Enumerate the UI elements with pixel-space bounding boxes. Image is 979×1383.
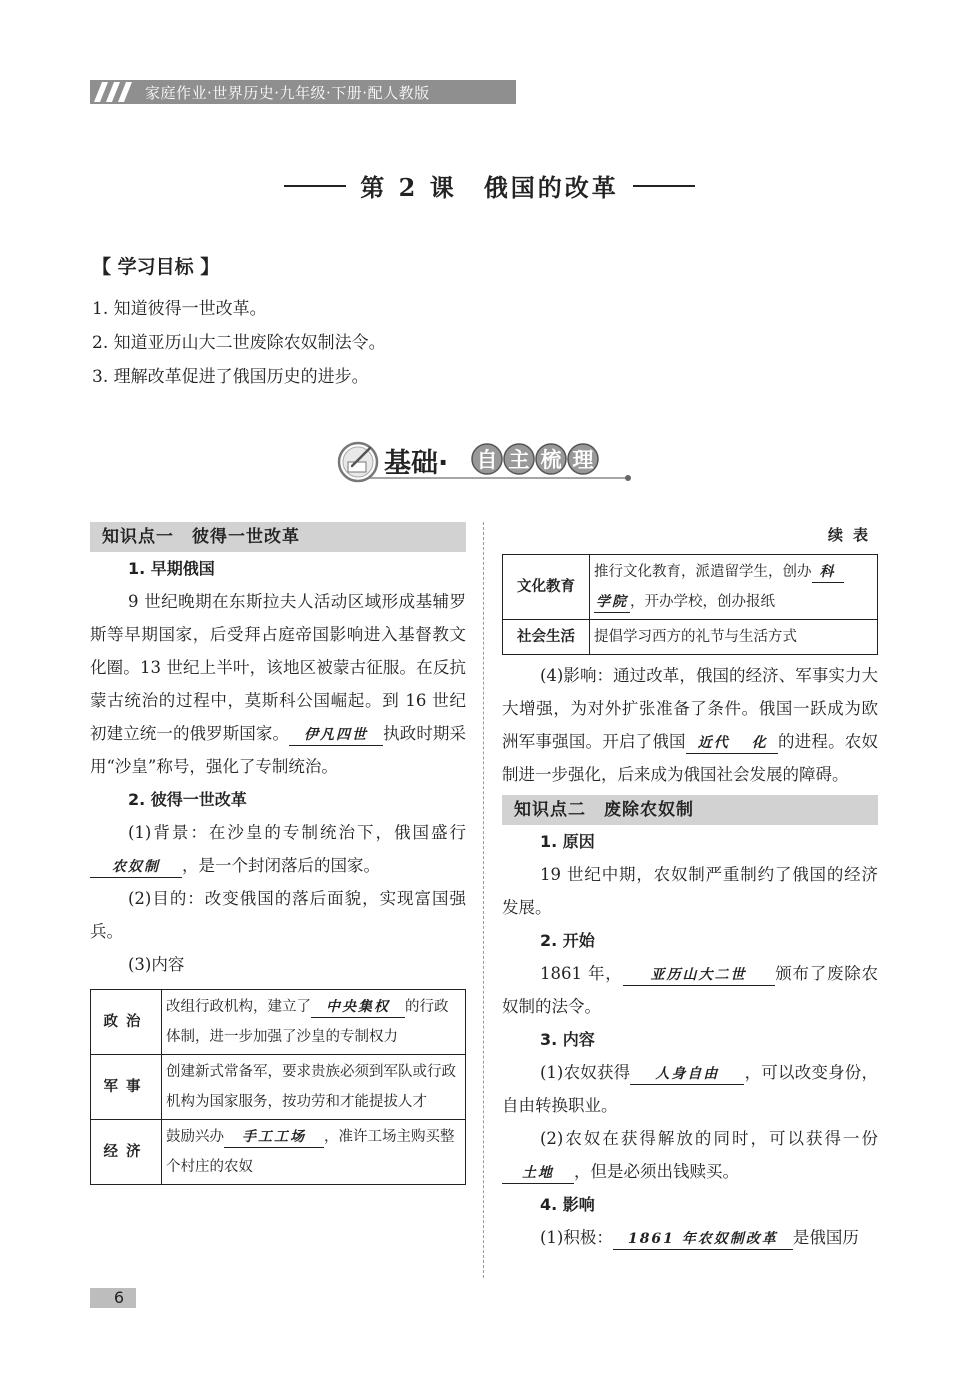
early-russia-paragraph bbox=[90, 585, 466, 783]
row-value: 提倡学习西方的礼节与生活方式 bbox=[590, 620, 878, 655]
reform-table-continued bbox=[502, 554, 878, 655]
answer-blank: 人身自由 bbox=[630, 1064, 744, 1085]
text: 改组行政机构，建立了 bbox=[166, 999, 311, 1015]
answer-blank: 科 bbox=[812, 562, 844, 583]
title-dash-right bbox=[633, 185, 695, 187]
table-row bbox=[91, 990, 466, 1055]
lesson-title bbox=[0, 168, 979, 203]
section-banner bbox=[336, 436, 636, 488]
subheading: 2. 开始 bbox=[540, 931, 595, 950]
goals-heading: 【 学习目标 】 bbox=[92, 256, 220, 278]
text: ，可以改变身份，自由转换职业。 bbox=[502, 1063, 879, 1115]
background-paragraph bbox=[90, 816, 466, 882]
answer-blank: 手工工场 bbox=[224, 1127, 324, 1148]
content-paragraph-1 bbox=[502, 1056, 878, 1122]
text: 执政时期采用“沙皇”称号，强化了专制统治。 bbox=[90, 724, 467, 776]
row-key: 社会生活 bbox=[503, 620, 590, 655]
right-column bbox=[502, 522, 878, 1254]
table-row bbox=[503, 620, 878, 655]
text: (2)农奴在获得解放的同时，可以获得一份 bbox=[540, 1129, 878, 1148]
banner-char: 梳 bbox=[540, 448, 562, 472]
row-key: 军事 bbox=[91, 1055, 162, 1120]
left-column bbox=[90, 522, 466, 1185]
answer-blank: 学院 bbox=[594, 592, 630, 613]
text: (1)农奴获得 bbox=[540, 1063, 631, 1082]
impact-paragraph bbox=[502, 659, 878, 791]
page-number-box bbox=[90, 1288, 136, 1308]
header-text: 家庭作业·世界历史·九年级·下册·配人教版 bbox=[145, 84, 430, 102]
subheading: 2. 彼得一世改革 bbox=[128, 790, 247, 809]
text: 1861 年， bbox=[540, 964, 623, 983]
row-value bbox=[590, 555, 878, 620]
continued-table-label: 续表 bbox=[827, 526, 878, 544]
section-heading-2: 知识点二 废除农奴制 bbox=[502, 795, 878, 825]
text: ，准许工场主购买整个村庄的农奴 bbox=[166, 1129, 455, 1175]
answer-blank: 1861 年农奴制改革 bbox=[613, 1229, 793, 1250]
table-row bbox=[503, 555, 878, 620]
start-paragraph bbox=[502, 957, 878, 1023]
row-key: 政治 bbox=[91, 990, 162, 1055]
lesson-title-text: 第 2 课 俄国的改革 bbox=[360, 173, 619, 202]
text: 的行政体制，进一步加强了沙皇的专制权力 bbox=[166, 999, 449, 1045]
goal-paragraph: (2)目的：改变俄国的落后面貌，实现富国强兵。 bbox=[90, 889, 466, 941]
text: (1)背景：在沙皇的专制统治下，俄国盛行 bbox=[128, 823, 466, 842]
banner-char: 主 bbox=[508, 448, 530, 472]
answer-blank: 中央集权 bbox=[311, 997, 405, 1018]
text: ，是一个封闭落后的国家。 bbox=[182, 856, 380, 875]
banner-char: 理 bbox=[572, 448, 594, 472]
page-number: 6 bbox=[113, 1288, 124, 1307]
row-key: 文化教育 bbox=[503, 555, 590, 620]
text: 9 世纪晚期在东斯拉夫人活动区域形成基辅罗斯等早期国家，后受拜占庭帝国影响进入基督教文化圈。13 世纪上半叶，该地区被蒙古征服。在反抗蒙古统治的过程中，莫斯科公国崛起。到 16 世纪初建立统一的俄罗斯国家。 bbox=[90, 592, 466, 743]
stripes-icon bbox=[94, 82, 138, 102]
content-paragraph-2 bbox=[502, 1122, 878, 1188]
title-dash-left bbox=[284, 185, 346, 187]
subheading: 4. 影响 bbox=[540, 1195, 595, 1214]
subheading: 1. 原因 bbox=[540, 832, 595, 851]
goal-item: 1. 知道彼得一世改革。 bbox=[92, 299, 267, 319]
answer-blank: 土地 bbox=[502, 1163, 574, 1184]
answer-blank: 亚历山大二世 bbox=[623, 965, 775, 986]
row-value: 创建新式常备军，要求贵族必须到军队或行政机构为国家服务，按功劳和才能提拔人才 bbox=[162, 1055, 466, 1120]
goal-item: 2. 知道亚历山大二世废除农奴制法令。 bbox=[92, 333, 386, 353]
answer-blank: 近代 bbox=[686, 733, 742, 754]
text: 是俄国历 bbox=[792, 1228, 859, 1247]
text: ，开办学校，创办报纸 bbox=[630, 594, 775, 610]
banner-left-text: 基础· bbox=[384, 448, 449, 479]
text: (4)影响：通过改革，俄国的经济、军事实力大大增强，为对外扩张准备了条件。俄国一跃成为欧洲军事强国。开启了俄国 bbox=[502, 666, 878, 751]
subheading: 3. 内容 bbox=[540, 1030, 595, 1049]
text: 推行文化教育，派遣留学生，创办 bbox=[594, 564, 812, 580]
text: 的进程。农奴制进一步强化，后来成为俄国社会发展的障碍。 bbox=[502, 732, 879, 784]
text: (1)积极： bbox=[540, 1228, 613, 1247]
banner-graphic bbox=[336, 436, 636, 488]
row-key: 经济 bbox=[91, 1120, 162, 1185]
column-divider bbox=[483, 522, 484, 1278]
subheading: 1. 早期俄国 bbox=[128, 559, 215, 578]
reform-table bbox=[90, 989, 466, 1185]
text: ，但是必须出钱赎买。 bbox=[574, 1162, 739, 1181]
impact-paragraph-2 bbox=[502, 1221, 878, 1254]
answer-blank: 化 bbox=[742, 733, 778, 754]
cause-paragraph: 19 世纪中期，农奴制严重制约了俄国的经济发展。 bbox=[502, 865, 878, 917]
text: 颁布了废除农奴制的法令。 bbox=[502, 964, 878, 1016]
answer-blank: 农奴制 bbox=[90, 857, 182, 878]
banner-char: 自 bbox=[476, 448, 498, 472]
row-value bbox=[162, 990, 466, 1055]
content-label: (3)内容 bbox=[128, 955, 185, 974]
section-heading-1: 知识点一 彼得一世改革 bbox=[90, 522, 466, 552]
goal-item: 3. 理解改革促进了俄国历史的进步。 bbox=[92, 367, 369, 387]
answer-blank: 伊凡四世 bbox=[289, 725, 383, 746]
table-row bbox=[91, 1055, 466, 1120]
table-row bbox=[91, 1120, 466, 1185]
header-band bbox=[90, 80, 516, 104]
row-value bbox=[162, 1120, 466, 1185]
text: 鼓励兴办 bbox=[166, 1129, 224, 1145]
